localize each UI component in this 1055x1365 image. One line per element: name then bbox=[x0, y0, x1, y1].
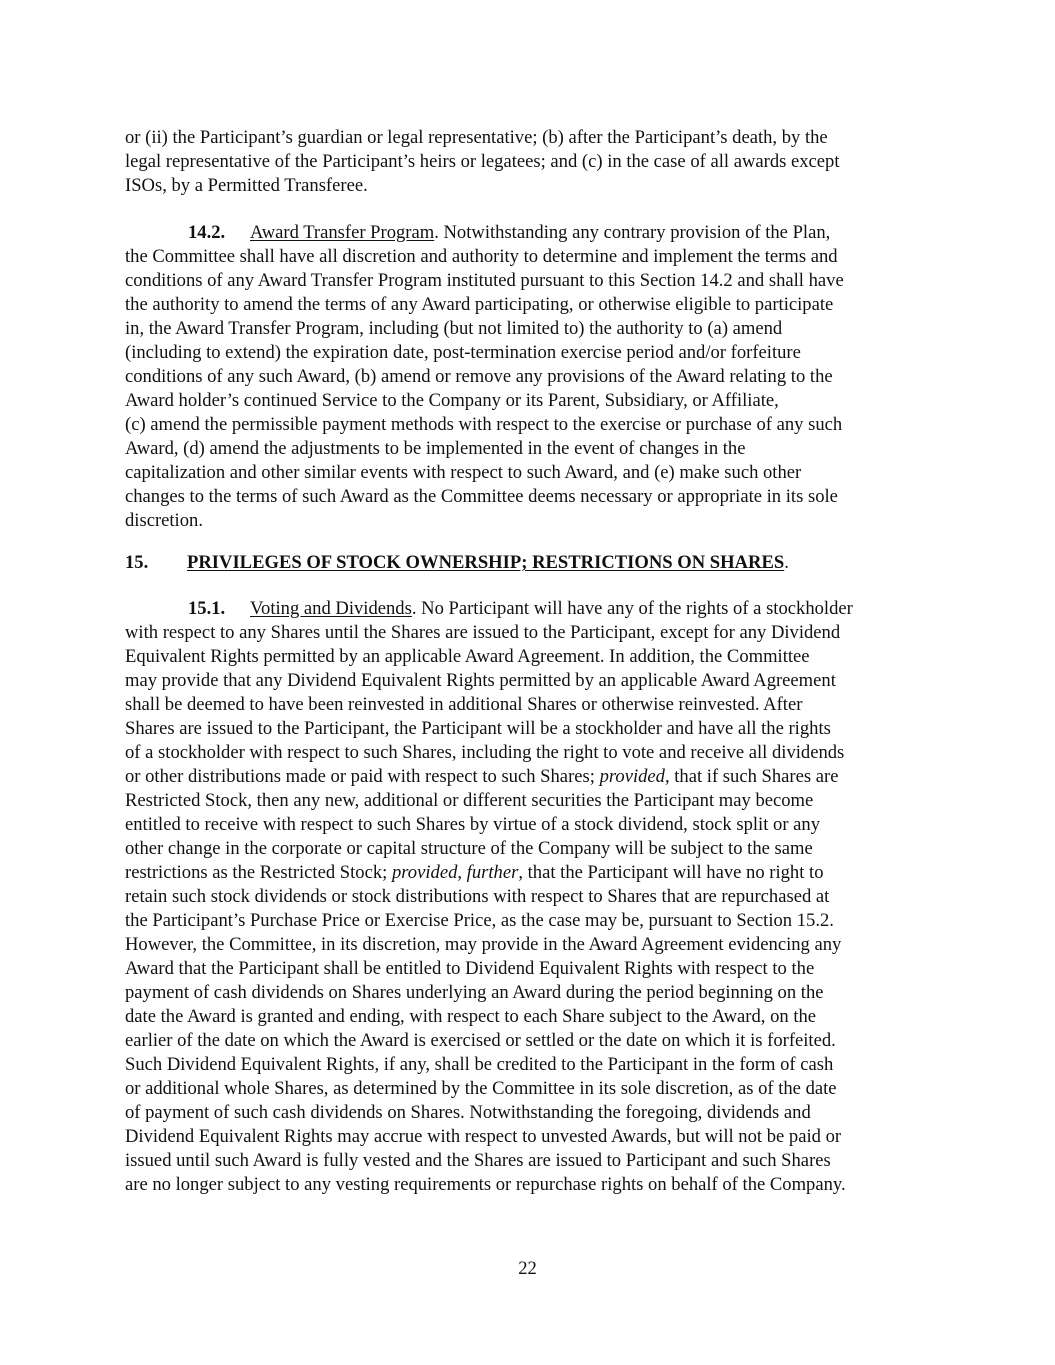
paragraph-line: shall be deemed to have been reinvested in additional Shares or otherwise reinvested. After bbox=[125, 694, 803, 715]
paragraph-line: in, the Award Transfer Program, including (but not limited to) the authority to (a) amend bbox=[125, 318, 783, 339]
intro-line: ISOs, by a Permitted Transferee. bbox=[125, 175, 368, 196]
paragraph-line: with respect to any Shares until the Shares are issued to the Participant, except for any Dividend bbox=[125, 622, 841, 643]
section-title: PRIVILEGES OF STOCK OWNERSHIP; RESTRICTIONS ON SHARES bbox=[187, 552, 785, 573]
section-text: . Notwithstanding any contrary provision of the Plan, bbox=[434, 222, 831, 243]
paragraph-line: date the Award is granted and ending, with respect to each Share subject to the Award, on the bbox=[125, 1006, 817, 1027]
section-14-2-heading-line bbox=[188, 221, 830, 245]
paragraph-line: of payment of such cash dividends on Shares. Notwithstanding the foregoing, dividends and bbox=[125, 1102, 811, 1123]
intro-line: or (ii) the Participant’s guardian or legal representative; (b) after the Participant’s death, by the bbox=[125, 127, 828, 148]
paragraph-line: Shares are issued to the Participant, the Participant will be a stockholder and have all the rights bbox=[125, 718, 831, 739]
section-15-1-heading-line bbox=[188, 597, 853, 621]
paragraph-line: Award that the Participant shall be entitled to Dividend Equivalent Rights with respect to the bbox=[125, 958, 815, 979]
paragraph-line bbox=[125, 861, 824, 885]
paragraph-line: Equivalent Rights permitted by an applicable Award Agreement. In addition, the Committee bbox=[125, 646, 810, 667]
paragraph-line: the authority to amend the terms of any Award participating, or otherwise eligible to participate bbox=[125, 294, 834, 315]
intro-line: legal representative of the Participant’s heirs or legatees; and (c) in the case of all awards except bbox=[125, 151, 840, 172]
text-run: or other distributions made or paid with respect to such Shares; bbox=[125, 766, 600, 787]
paragraph-line: discretion. bbox=[125, 510, 203, 531]
paragraph-line: changes to the terms of such Award as the Committee deems necessary or appropriate in its sole bbox=[125, 486, 838, 507]
section-number: 14.2. bbox=[188, 222, 226, 243]
paragraph-line: Such Dividend Equivalent Rights, if any, shall be credited to the Participant in the form of cash bbox=[125, 1054, 834, 1075]
paragraph-line: Award holder’s continued Service to the Company or its Parent, Subsidiary, or Affiliate, bbox=[125, 390, 779, 411]
section-title: Voting and Dividends bbox=[250, 598, 412, 619]
paragraph-line: are no longer subject to any vesting requirements or repurchase rights on behalf of the Company. bbox=[125, 1174, 846, 1195]
section-number: 15.1. bbox=[188, 598, 226, 619]
paragraph-line: retain such stock dividends or stock distributions with respect to Shares that are repurchased at bbox=[125, 886, 830, 907]
section-title: Award Transfer Program bbox=[250, 222, 435, 243]
paragraph-line: (c) amend the permissible payment methods with respect to the exercise or purchase of any such bbox=[125, 414, 843, 435]
section-15-heading bbox=[125, 551, 789, 575]
paragraph-line: (including to extend) the expiration date, post-termination exercise period and/or forfeiture bbox=[125, 342, 801, 363]
paragraph-line: earlier of the date on which the Award is exercised or settled or the date on which it is forfeited. bbox=[125, 1030, 836, 1051]
text-run: , bbox=[457, 862, 467, 883]
paragraph-line: conditions of any such Award, (b) amend or remove any provisions of the Award relating to the bbox=[125, 366, 833, 387]
section-title-period: . bbox=[784, 552, 789, 573]
paragraph-line: conditions of any Award Transfer Program instituted pursuant to this Section 14.2 and shall have bbox=[125, 270, 844, 291]
section-text: . No Participant will have any of the rights of a stockholder bbox=[411, 598, 853, 619]
text-run: restrictions as the Restricted Stock; bbox=[125, 862, 392, 883]
paragraph-line: the Committee shall have all discretion and authority to determine and implement the terms and bbox=[125, 246, 838, 267]
paragraph-line: entitled to receive with respect to such Shares by virtue of a stock dividend, stock split or any bbox=[125, 814, 821, 835]
section-number: 15. bbox=[125, 552, 149, 573]
paragraph-line: issued until such Award is fully vested and the Shares are issued to Participant and such Shares bbox=[125, 1150, 831, 1171]
paragraph-line bbox=[125, 765, 838, 789]
text-run: , that the Participant will have no right to bbox=[518, 862, 824, 883]
paragraph-line: Award, (d) amend the adjustments to be implemented in the event of changes in the bbox=[125, 438, 746, 459]
text-run: , that if such Shares are bbox=[664, 766, 839, 787]
italic-text: provided bbox=[599, 766, 665, 787]
paragraph-line: may provide that any Dividend Equivalent Rights permitted by an applicable Award Agreement bbox=[125, 670, 836, 691]
italic-text: provided bbox=[391, 862, 458, 883]
italic-text: further bbox=[466, 862, 519, 883]
paragraph-line: the Participant’s Purchase Price or Exercise Price, as the case may be, pursuant to Section 15.2. bbox=[125, 910, 834, 931]
paragraph-line: Restricted Stock, then any new, additional or different securities the Participant may become bbox=[125, 790, 814, 811]
paragraph-line: other change in the corporate or capital structure of the Company will be subject to the same bbox=[125, 838, 813, 859]
paragraph-line: capitalization and other similar events with respect to such Award, and (e) make such other bbox=[125, 462, 802, 483]
paragraph-line: of a stockholder with respect to such Shares, including the right to vote and receive all dividends bbox=[125, 742, 845, 763]
paragraph-line: payment of cash dividends on Shares underlying an Award during the period beginning on the bbox=[125, 982, 824, 1003]
paragraph-line: However, the Committee, in its discretion, may provide in the Award Agreement evidencing any bbox=[125, 934, 842, 955]
page-number: 22 bbox=[518, 1258, 537, 1279]
paragraph-line: or additional whole Shares, as determined by the Committee in its sole discretion, as of the date bbox=[125, 1078, 837, 1099]
paragraph-line: Dividend Equivalent Rights may accrue with respect to unvested Awards, but will not be paid or bbox=[125, 1126, 842, 1147]
